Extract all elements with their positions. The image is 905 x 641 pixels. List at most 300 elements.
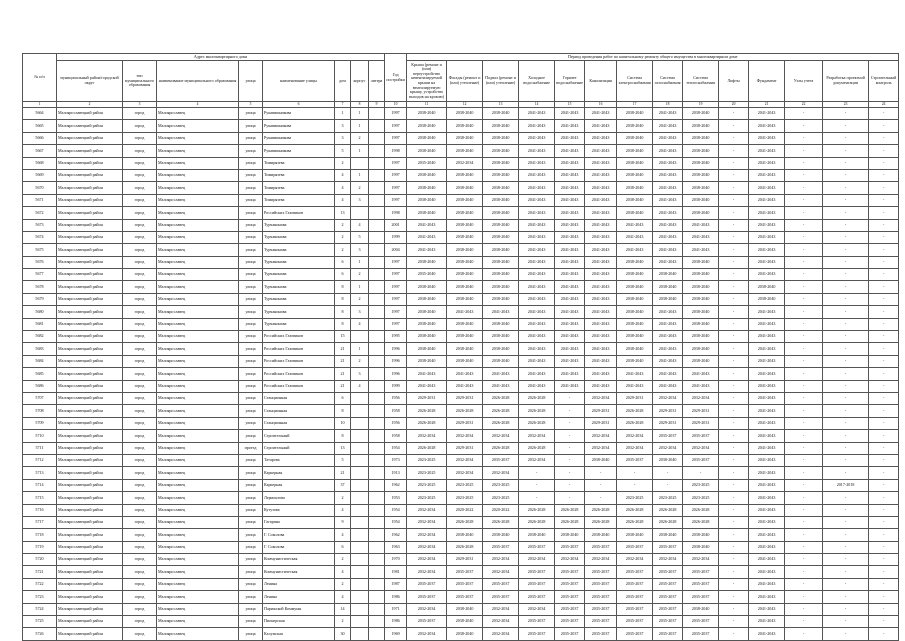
table-cell: - <box>823 318 869 330</box>
table-cell <box>369 256 385 268</box>
table-cell: 2041-2043 <box>585 293 617 305</box>
table-cell: 2035-2037 <box>555 603 585 615</box>
table-cell: - <box>869 343 899 355</box>
table-cell: улица <box>239 306 263 318</box>
col-header-no: № п/п <box>23 54 57 102</box>
table-cell: 2038-2040 <box>447 355 483 367</box>
table-cell: - <box>823 194 869 206</box>
table-cell <box>351 616 369 628</box>
table-cell: 5 <box>335 454 351 466</box>
table-cell: 2032-2034 <box>585 554 617 566</box>
table-cell: 2041-2043 <box>585 145 617 157</box>
table-cell: Малоярославец <box>157 368 239 380</box>
table-cell: 2038-2040 <box>683 108 719 120</box>
table-cell: 2035-2037 <box>617 603 653 615</box>
schedule-sheet <box>22 53 897 641</box>
table-cell: 2023-2025 <box>483 479 519 491</box>
table-row <box>23 293 899 305</box>
table-cell: Турчанинова <box>263 219 335 231</box>
table-cell: 2 <box>335 157 351 169</box>
table-cell: - <box>869 430 899 442</box>
table-cell: 2038-2040 <box>447 145 483 157</box>
table-cell: город <box>123 157 157 169</box>
table-cell: - <box>785 244 823 256</box>
table-cell: Станционная <box>263 417 335 429</box>
table-cell: 5 <box>335 145 351 157</box>
table-cell: Кутузова <box>263 504 335 516</box>
table-cell: - <box>869 591 899 603</box>
table-cell: 2038-2040 <box>447 281 483 293</box>
column-number: 21 <box>749 102 785 108</box>
table-cell: 1 <box>351 169 369 181</box>
table-row <box>23 269 899 281</box>
table-cell: Малоярославец <box>157 603 239 615</box>
table-cell: 2035-2037 <box>555 541 585 553</box>
table-cell: - <box>823 380 869 392</box>
table-cell: 14 <box>335 603 351 615</box>
table-cell: 2026-2028 <box>447 541 483 553</box>
table-cell: 2038-2040 <box>683 603 719 615</box>
table-cell: Малоярославецкий район <box>57 231 123 243</box>
table-cell: 2041-2043 <box>555 207 585 219</box>
table-cell <box>351 479 369 491</box>
table-cell: - <box>519 492 555 504</box>
table-cell: 3 <box>351 244 369 256</box>
table-cell: 2038-2040 <box>447 182 483 194</box>
table-cell: Малоярославец <box>157 269 239 281</box>
table-cell: 2026-2028 <box>585 516 617 528</box>
table-cell: 2041-2043 <box>585 281 617 293</box>
table-cell: Малоярославец <box>157 392 239 404</box>
table-cell: 2032-2034 <box>407 541 447 553</box>
table-cell: 2038-2040 <box>749 293 785 305</box>
table-cell <box>351 516 369 528</box>
table-cell: 2038-2040 <box>447 132 483 144</box>
table-cell: - <box>785 169 823 181</box>
table-cell: Малоярославец <box>157 504 239 516</box>
table-cell: - <box>785 256 823 268</box>
table-cell: 2023-2025 <box>407 454 447 466</box>
table-cell: Малоярославецкий район <box>57 566 123 578</box>
table-cell: - <box>785 132 823 144</box>
table-cell: город <box>123 405 157 417</box>
table-cell <box>369 430 385 442</box>
table-cell: улица <box>239 492 263 504</box>
table-row <box>23 132 899 144</box>
table-cell: 2038-2040 <box>617 318 653 330</box>
table-cell: 2038-2040 <box>407 169 447 181</box>
table-cell: 2041-2043 <box>653 157 683 169</box>
table-cell: - <box>869 578 899 590</box>
table-cell: - <box>823 405 869 417</box>
table-cell: Малоярославец <box>157 628 239 640</box>
table-cell: - <box>823 269 869 281</box>
table-cell: Малоярославец <box>157 108 239 120</box>
table-cell: город <box>123 306 157 318</box>
table-cell: 2023-2025 <box>407 492 447 504</box>
table-cell: 2026-2028 <box>407 417 447 429</box>
table-cell: 2041-2043 <box>749 132 785 144</box>
table-cell: Рукавишникова <box>263 132 335 144</box>
table-cell: - <box>823 628 869 640</box>
table-cell: 2038-2040 <box>683 331 719 343</box>
table-cell: Малоярославецкий район <box>57 578 123 590</box>
table-cell: Малоярославец <box>157 566 239 578</box>
table-cell: 2032-2034 <box>653 554 683 566</box>
table-cell: 2041-2043 <box>447 368 483 380</box>
table-cell: 2035-2037 <box>653 578 683 590</box>
column-number: 5 <box>239 102 263 108</box>
table-cell: 2038-2040 <box>653 529 683 541</box>
table-cell: Малоярославецкий район <box>57 169 123 181</box>
table-cell: 2041-2043 <box>749 430 785 442</box>
table-cell: 5720 <box>23 554 57 566</box>
table-cell: 2035-2037 <box>483 578 519 590</box>
table-cell: 1997 <box>385 256 407 268</box>
table-cell: 2038-2040 <box>407 132 447 144</box>
table-cell: 2041-2043 <box>749 529 785 541</box>
table-cell: 2041-2043 <box>653 306 683 318</box>
table-row <box>23 417 899 429</box>
table-cell: 2041-2043 <box>519 231 555 243</box>
table-cell <box>369 405 385 417</box>
table-cell: 2041-2043 <box>555 343 585 355</box>
column-number: 20 <box>719 102 749 108</box>
table-cell: 5718 <box>23 529 57 541</box>
table-cell: - <box>785 145 823 157</box>
table-cell: 2038-2040 <box>407 194 447 206</box>
table-cell: 2038-2040 <box>683 157 719 169</box>
table-cell: улица <box>239 541 263 553</box>
table-cell: 4 <box>351 318 369 330</box>
table-cell: 10 <box>335 417 351 429</box>
column-header: Фасады (ремонт и (или) утепление) <box>447 61 483 102</box>
table-cell: город <box>123 392 157 404</box>
table-cell: город <box>123 578 157 590</box>
table-cell: 2026-2028 <box>585 504 617 516</box>
table-cell: Российских Газовиков <box>263 207 335 219</box>
table-cell: Малоярославецкий район <box>57 603 123 615</box>
table-cell: - <box>823 207 869 219</box>
table-cell: 2038-2040 <box>407 318 447 330</box>
table-cell: - <box>869 467 899 479</box>
table-cell: 2035-2037 <box>653 566 683 578</box>
table-cell <box>369 293 385 305</box>
table-cell: 5724 <box>23 603 57 615</box>
table-cell: - <box>869 479 899 491</box>
table-cell: 2041-2043 <box>683 380 719 392</box>
table-cell: улица <box>239 293 263 305</box>
table-cell: 2038-2040 <box>483 182 519 194</box>
table-cell: 2035-2037 <box>519 591 555 603</box>
table-cell: 2041-2043 <box>683 219 719 231</box>
table-cell: - <box>785 454 823 466</box>
table-cell: 2032-2034 <box>407 628 447 640</box>
table-cell: 2041-2043 <box>555 293 585 305</box>
table-cell: 2029-2031 <box>653 417 683 429</box>
table-cell: улица <box>239 281 263 293</box>
table-cell: 2038-2040 <box>447 628 483 640</box>
table-cell: - <box>719 219 749 231</box>
table-row <box>23 207 899 219</box>
table-cell: - <box>823 554 869 566</box>
table-cell: 2041-2043 <box>749 392 785 404</box>
table-cell: 2038-2040 <box>683 306 719 318</box>
table-cell: Малоярославецкий район <box>57 318 123 330</box>
table-cell: 2041-2043 <box>749 578 785 590</box>
table-cell: 2041-2043 <box>683 244 719 256</box>
column-number: 3 <box>123 102 157 108</box>
table-cell: 2026-2028 <box>617 417 653 429</box>
table-cell: 3 <box>335 132 351 144</box>
table-cell <box>369 368 385 380</box>
table-cell: - <box>869 231 899 243</box>
table-cell: город <box>123 628 157 640</box>
table-cell: Малоярославец <box>157 132 239 144</box>
table-cell: 2026-2028 <box>519 392 555 404</box>
table-cell: Малоярославец <box>157 430 239 442</box>
table-cell <box>369 120 385 132</box>
table-cell: - <box>785 541 823 553</box>
column-header: литера <box>369 61 385 102</box>
table-cell: - <box>869 219 899 231</box>
table-cell: город <box>123 145 157 157</box>
table-cell: 2041-2043 <box>407 244 447 256</box>
table-cell <box>369 169 385 181</box>
table-cell: 2041-2043 <box>585 219 617 231</box>
table-cell: 2038-2040 <box>447 244 483 256</box>
table-cell: улица <box>239 479 263 491</box>
table-row <box>23 355 899 367</box>
table-cell: 2026-2028 <box>483 442 519 454</box>
table-cell: 2038-2040 <box>653 281 683 293</box>
table-cell: город <box>123 616 157 628</box>
table-cell: улица <box>239 194 263 206</box>
column-number: 11 <box>407 102 447 108</box>
table-cell: 2041-2043 <box>749 157 785 169</box>
column-header: Система теплоснабжения <box>683 61 719 102</box>
column-number: 19 <box>683 102 719 108</box>
table-cell: 2029-2031 <box>447 392 483 404</box>
table-cell: - <box>785 417 823 429</box>
table-cell: - <box>719 120 749 132</box>
table-cell: 4 <box>351 219 369 231</box>
table-cell: 4 <box>335 194 351 206</box>
table-cell: - <box>785 405 823 417</box>
table-cell: - <box>719 343 749 355</box>
table-row <box>23 529 899 541</box>
table-cell: - <box>823 566 869 578</box>
table-cell: 2041-2043 <box>653 244 683 256</box>
table-cell: - <box>719 392 749 404</box>
table-cell: 2 <box>351 132 369 144</box>
table-cell: - <box>869 182 899 194</box>
table-cell: 2041-2043 <box>749 504 785 516</box>
table-cell <box>351 467 369 479</box>
table-cell: Малоярославец <box>157 454 239 466</box>
table-cell: Малоярославец <box>157 554 239 566</box>
table-cell: - <box>823 120 869 132</box>
table-cell: город <box>123 293 157 305</box>
table-cell: Строительный <box>263 442 335 454</box>
table-cell: Малоярославецкий район <box>57 108 123 120</box>
table-cell: улица <box>239 244 263 256</box>
table-cell: 2 <box>351 355 369 367</box>
table-cell: Малоярославецкий район <box>57 380 123 392</box>
table-cell: Малоярославецкий район <box>57 331 123 343</box>
table-cell: 2032-2034 <box>585 392 617 404</box>
table-cell: город <box>123 467 157 479</box>
table-cell: - <box>719 541 749 553</box>
table-cell <box>351 554 369 566</box>
table-cell: улица <box>239 516 263 528</box>
table-cell: 5 <box>351 231 369 243</box>
table-cell: - <box>785 591 823 603</box>
table-cell: 2035-2037 <box>617 578 653 590</box>
table-cell: 2041-2043 <box>555 269 585 281</box>
column-header: наименование муниципального образования <box>157 61 239 102</box>
table-cell: 2041-2043 <box>519 145 555 157</box>
table-cell: 2041-2043 <box>617 244 653 256</box>
table-cell <box>351 405 369 417</box>
table-cell: 2041-2043 <box>585 244 617 256</box>
table-cell: 2038-2040 <box>653 269 683 281</box>
table-cell: 2 <box>335 492 351 504</box>
table-cell: 1997 <box>385 182 407 194</box>
table-cell: Г. Соколова <box>263 529 335 541</box>
table-cell: город <box>123 182 157 194</box>
table-cell: 2038-2040 <box>483 194 519 206</box>
table-cell: 4 <box>335 169 351 181</box>
table-cell: 2041-2043 <box>749 231 785 243</box>
table-cell: - <box>785 616 823 628</box>
table-cell: 2041-2043 <box>585 368 617 380</box>
table-cell: 1 <box>351 343 369 355</box>
table-cell: 2032-2034 <box>483 628 519 640</box>
table-cell: 2 <box>351 269 369 281</box>
table-cell: 5669 <box>23 169 57 181</box>
table-cell: 2041-2043 <box>407 368 447 380</box>
table-cell: улица <box>239 578 263 590</box>
column-number: 15 <box>555 102 585 108</box>
table-cell: Малоярославец <box>157 281 239 293</box>
table-cell: 5680 <box>23 306 57 318</box>
table-cell: 2035-2037 <box>407 616 447 628</box>
table-cell: 2038-2040 <box>447 269 483 281</box>
table-cell: - <box>869 293 899 305</box>
table-cell: улица <box>239 169 263 181</box>
table-cell: 2029-2031 <box>447 554 483 566</box>
table-row <box>23 541 899 553</box>
table-cell: 2038-2040 <box>407 120 447 132</box>
table-cell: 2038-2040 <box>617 281 653 293</box>
table-cell <box>369 207 385 219</box>
table-cell: 1997 <box>385 318 407 330</box>
table-cell: 2026-2028 <box>483 405 519 417</box>
table-cell: 5715 <box>23 492 57 504</box>
table-cell <box>351 417 369 429</box>
table-cell: 2035-2037 <box>555 616 585 628</box>
table-row <box>23 479 899 491</box>
table-cell: 2041-2043 <box>555 132 585 144</box>
table-cell: Малоярославецкий район <box>57 269 123 281</box>
table-cell: Малоярославец <box>157 541 239 553</box>
table-cell: 2041-2043 <box>617 380 653 392</box>
table-cell: 2035-2037 <box>407 578 447 590</box>
table-row <box>23 281 899 293</box>
table-cell: 2038-2040 <box>407 343 447 355</box>
table-cell: 2032-2034 <box>617 430 653 442</box>
table-cell: - <box>823 467 869 479</box>
table-cell <box>369 492 385 504</box>
table-cell: 2041-2043 <box>653 256 683 268</box>
table-cell: 2041-2043 <box>749 405 785 417</box>
table-cell: 2035-2037 <box>683 566 719 578</box>
table-cell: 2035-2037 <box>447 566 483 578</box>
table-cell: 1953 <box>385 492 407 504</box>
table-cell: Малоярославецкий район <box>57 504 123 516</box>
table-cell: улица <box>239 504 263 516</box>
table-cell: Коммунистическая <box>263 566 335 578</box>
table-cell: 2032-2034 <box>519 554 555 566</box>
table-cell: 5672 <box>23 207 57 219</box>
table-cell: 2032-2034 <box>447 430 483 442</box>
table-cell: 5665 <box>23 120 57 132</box>
table-cell: 2035-2037 <box>653 430 683 442</box>
table-cell: 2041-2043 <box>555 368 585 380</box>
table-cell: 2026-2028 <box>519 516 555 528</box>
table-cell: - <box>785 306 823 318</box>
table-cell: 2041-2043 <box>519 368 555 380</box>
table-cell: - <box>869 281 899 293</box>
table-cell: - <box>719 578 749 590</box>
table-cell: 5685 <box>23 368 57 380</box>
table-cell: 2041-2043 <box>519 182 555 194</box>
table-cell: 5670 <box>23 182 57 194</box>
table-cell: Станционная <box>263 392 335 404</box>
table-cell: 2038-2040 <box>407 331 447 343</box>
table-cell: 2041-2043 <box>653 120 683 132</box>
table-cell: 5671 <box>23 194 57 206</box>
table-cell: - <box>869 207 899 219</box>
table-cell: - <box>617 479 653 491</box>
table-cell: Малоярославецкий район <box>57 145 123 157</box>
table-cell: - <box>719 430 749 442</box>
table-cell: 5675 <box>23 244 57 256</box>
table-cell: - <box>719 479 749 491</box>
table-cell: 1 <box>351 108 369 120</box>
table-cell: улица <box>239 256 263 268</box>
table-cell <box>369 343 385 355</box>
table-cell: 2041-2043 <box>617 219 653 231</box>
table-cell: 2038-2040 <box>407 355 447 367</box>
column-header: Горячее водоснабжение <box>555 61 585 102</box>
table-cell: 1986 <box>385 616 407 628</box>
table-cell: Тимирязева <box>263 194 335 206</box>
table-row <box>23 454 899 466</box>
table-row <box>23 108 899 120</box>
table-cell: Турчанинова <box>263 318 335 330</box>
table-cell: 2035-2037 <box>585 628 617 640</box>
table-cell: улица <box>239 467 263 479</box>
table-cell: 2041-2043 <box>749 479 785 491</box>
table-cell: 8 <box>335 281 351 293</box>
table-cell: город <box>123 442 157 454</box>
table-cell: 2038-2040 <box>483 145 519 157</box>
table-cell: Тимирязева <box>263 169 335 181</box>
table-cell <box>369 603 385 615</box>
table-cell <box>351 331 369 343</box>
